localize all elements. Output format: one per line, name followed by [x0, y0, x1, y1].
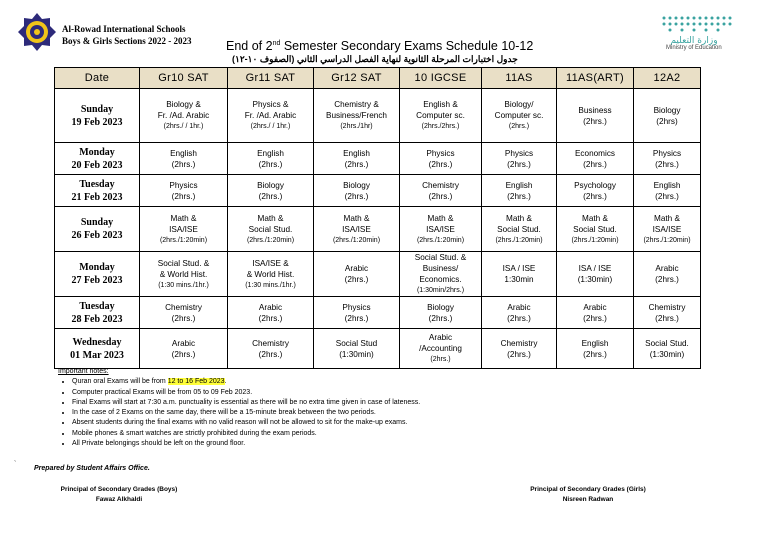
exam-cell — [634, 175, 701, 207]
subject-detail: (2hrs.) — [507, 159, 531, 169]
subject: English — [581, 338, 609, 348]
date-cell — [55, 297, 140, 329]
column-header: 10 IGCSE — [400, 68, 482, 89]
subject-detail: (2hrs.) — [258, 349, 283, 359]
subject-detail: (1:30min) — [649, 349, 685, 359]
subject: Math & — [427, 213, 454, 223]
subject-detail: Business/ Economics. — [419, 264, 462, 284]
highlighted-dates: 12 to 16 Feb 2023 — [167, 378, 225, 386]
table-row — [55, 252, 701, 297]
signature-boys — [54, 485, 184, 504]
subject-detail: (2hrs.) — [171, 159, 196, 169]
ministry-name: Ministry of Education — [666, 45, 722, 51]
exam-cell — [634, 89, 701, 143]
note-item: • In the case of 2 Exams on the same day, there will be a 15-minute break between the two periods. — [72, 408, 420, 418]
subject-detail: (2hrs.) — [344, 159, 369, 169]
exam-date: 28 Feb 2023 — [71, 313, 123, 325]
subject-detail: 1:30min — [504, 275, 534, 284]
exam-date: 01 Mar 2023 — [70, 349, 124, 361]
subject-detail: & World Hist. — [246, 269, 295, 279]
subject-detail: /Accounting — [419, 344, 462, 353]
subject-detail: (2hrs.) — [583, 159, 607, 169]
subject-detail: (2hrs.) — [258, 191, 283, 201]
subject: Social Stud. — [645, 338, 689, 348]
exam-cell — [400, 329, 482, 369]
subject-detail: Fr. /Ad. Arabic — [244, 111, 297, 120]
subject-detail: (2hrs.) — [507, 191, 531, 201]
exam-cell — [400, 297, 482, 329]
subject: Chemistry & — [334, 100, 379, 109]
subject: Physics — [504, 148, 534, 158]
date-cell — [55, 89, 140, 143]
subject: Arabic — [583, 302, 607, 312]
exam-day: Tuesday — [79, 300, 115, 312]
date-cell — [55, 143, 140, 175]
subject: Math & — [170, 213, 197, 223]
notes-heading: Important notes: — [58, 368, 109, 375]
column-header: Gr11 SAT — [228, 68, 314, 89]
subject: Math & — [654, 213, 680, 223]
subject-detail: (2hrs.) — [583, 349, 607, 359]
exam-schedule-table — [54, 67, 701, 369]
exam-cell — [228, 175, 314, 207]
subject-detail: Social Stud. — [497, 224, 541, 234]
subject: Social Stud. & — [414, 253, 467, 262]
signature-girls — [520, 485, 656, 504]
subject: Chemistry — [252, 338, 289, 348]
important-notes — [58, 367, 420, 449]
exam-date: 27 Feb 2023 — [71, 275, 123, 286]
stray-mark: ` — [14, 461, 17, 468]
exam-cell — [482, 297, 557, 329]
subject: English — [653, 180, 681, 190]
exam-cell — [314, 297, 400, 329]
date-cell — [55, 329, 140, 369]
exam-cell — [228, 252, 314, 297]
column-header: 12A2 — [634, 68, 701, 89]
table-row — [55, 297, 701, 329]
note-item: • Final Exams will start at 7:30 a.m. punctuality is essential as there will be no extra time given in case of lateness. — [72, 398, 420, 408]
subject: Physics — [342, 302, 371, 312]
duration: (2hrs./1:20min) — [643, 236, 691, 244]
date-cell — [55, 252, 140, 297]
subject-detail: (2hrs.) — [583, 191, 607, 201]
duration: (1:30min/2hrs.) — [416, 287, 465, 294]
subject: Arabic — [655, 264, 679, 273]
exam-cell — [140, 329, 228, 369]
subject-detail: (1:30min) — [577, 275, 613, 284]
subject: ISA / ISE — [502, 264, 536, 273]
subject-detail: Fr. /Ad. Arabic — [157, 111, 210, 120]
subject-detail: (2hrs.) — [655, 159, 679, 169]
subject: Physics & — [252, 100, 289, 109]
subject: Chemistry — [165, 302, 202, 312]
subject-detail: (2hrs.) — [258, 313, 283, 323]
exam-date: 26 Feb 2023 — [71, 230, 123, 241]
exam-cell — [482, 89, 557, 143]
duration: (2hrs.) — [430, 356, 451, 363]
exam-cell — [314, 143, 400, 175]
subject: ISA / ISE — [578, 264, 612, 273]
school-section: Boys & Girls Sections 2022 - 2023 — [62, 36, 192, 46]
column-header: Gr10 SAT — [140, 68, 228, 89]
subject: Chemistry — [422, 180, 459, 190]
exam-cell — [557, 89, 634, 143]
exam-cell — [557, 252, 634, 297]
subject: English & — [423, 100, 458, 109]
subject: Biology — [257, 180, 284, 190]
exam-cell — [634, 329, 701, 369]
subject: Physics — [652, 148, 682, 158]
subject: English — [505, 180, 533, 190]
subject: Math & — [506, 213, 532, 223]
exam-date: 20 Feb 2023 — [71, 159, 123, 171]
table-header-row — [55, 68, 701, 89]
subject-detail: (2hrs.) — [428, 313, 453, 323]
exam-cell — [557, 207, 634, 252]
subject-detail: (2hrs.) — [583, 116, 607, 126]
duration: (2hrs./2hrs.) — [421, 123, 460, 130]
duration: (1:30 mins./1hr.) — [158, 281, 209, 289]
exam-cell — [400, 143, 482, 175]
exam-day: Monday — [79, 262, 115, 273]
note-item: • Computer practical Exams will be from 05 to 09 Feb 2023. — [72, 388, 420, 398]
exam-day: Monday — [79, 146, 115, 158]
exam-cell — [314, 175, 400, 207]
subject: ISA/ISE & — [252, 258, 289, 268]
subject: Chemistry — [500, 338, 538, 348]
principal-girls-name: Nisreen Radwan — [562, 495, 614, 503]
principal-boys-name: Fawaz Alkhaldi — [95, 495, 143, 503]
exam-cell — [557, 143, 634, 175]
exam-cell — [634, 252, 701, 297]
duration: (2hrs./ / 1hr.) — [163, 123, 204, 130]
subject-detail: (2hrs.) — [428, 159, 453, 169]
subject: Chemistry — [648, 302, 686, 312]
table-row — [55, 89, 701, 143]
subject: Arabic — [507, 302, 531, 312]
subject-detail: ISA/ISE — [342, 224, 371, 234]
exam-cell — [140, 175, 228, 207]
subject-detail: (2hrs.) — [583, 313, 607, 323]
subject: Physics — [169, 180, 198, 190]
exam-day: Wednesday — [72, 336, 122, 348]
duration: (2hrs./1:20min) — [246, 236, 295, 244]
exam-cell — [482, 207, 557, 252]
column-header: Date — [55, 68, 140, 89]
note-item: • Mobile phones & smart watches are strictly prohibited during the exam periods. — [72, 429, 420, 439]
subject-detail: Computer sc. — [494, 111, 544, 120]
prepared-by: Prepared by Student Affairs Office. — [34, 465, 150, 472]
exam-day: Tuesday — [79, 178, 115, 190]
subject: English — [257, 148, 284, 158]
column-header: 11AS — [482, 68, 557, 89]
exam-cell — [228, 207, 314, 252]
subject-detail: (2hrs.) — [171, 313, 196, 323]
subject: Biology — [343, 180, 370, 190]
subject-detail: (2hrs.) — [171, 349, 196, 359]
subject-detail: Business/French — [326, 111, 387, 120]
subject-detail: ISA/ISE — [426, 224, 455, 234]
exam-date: 19 Feb 2023 — [71, 116, 123, 128]
table-row — [55, 175, 701, 207]
subject: Biology — [653, 105, 681, 115]
subject-detail: ISA/ISE — [169, 224, 198, 234]
exam-cell — [228, 89, 314, 143]
subject-detail: (2hrs.) — [507, 313, 531, 323]
notes-list — [58, 377, 420, 449]
duration: (2hrs.) — [508, 123, 530, 130]
exam-cell — [557, 329, 634, 369]
school-name: Al-Rowad International Schools — [62, 24, 186, 34]
subject: Biology/ — [504, 100, 534, 109]
duration: (2hrs./1:20min) — [495, 236, 543, 244]
subject-detail: ISA/ISE — [652, 224, 682, 234]
subject-detail: (2hrs.) — [655, 275, 679, 284]
note-item: • Quran oral Exams will be from 12 to 16 Feb 2023. — [72, 377, 420, 387]
exam-cell — [314, 329, 400, 369]
table-row — [55, 329, 701, 369]
table-row — [55, 143, 701, 175]
exam-cell — [140, 297, 228, 329]
exam-cell — [228, 297, 314, 329]
exam-date: 21 Feb 2023 — [71, 191, 123, 203]
subject: Math & — [343, 213, 370, 223]
subject-detail: (2hrs.) — [507, 349, 531, 359]
subject-detail: (2hrs.) — [428, 191, 453, 201]
subject: Math & — [582, 213, 608, 223]
duration: (1:30 mins./1hr.) — [245, 281, 296, 289]
subject-detail: (2hrs) — [656, 116, 678, 126]
note-item: • Absent students during the final exams with no valid reason will not be allowed to sit for the make-up exams. — [72, 418, 420, 428]
subject: Arabic — [344, 264, 369, 273]
subject-detail: (2hrs.) — [344, 191, 369, 201]
subject: Arabic — [428, 333, 453, 342]
subject-detail: (2hrs.) — [344, 275, 369, 284]
subject: Business — [578, 105, 612, 115]
subject-detail: Social Stud. — [248, 224, 293, 234]
exam-cell — [140, 89, 228, 143]
exam-cell — [314, 207, 400, 252]
exam-cell — [228, 143, 314, 175]
duration: (2hrs./ / 1hr.) — [250, 123, 291, 130]
ministry-name-arabic: وزارة التعليم — [670, 36, 718, 46]
subject: Arabic — [171, 338, 196, 348]
exam-cell — [400, 252, 482, 297]
subject-detail: (2hrs.) — [171, 191, 196, 201]
exam-cell — [482, 175, 557, 207]
table-row — [55, 207, 701, 252]
exam-cell — [482, 252, 557, 297]
subject-detail: (2hrs.) — [655, 191, 679, 201]
subject-detail: & World Hist. — [159, 269, 208, 279]
subject: Math & — [257, 213, 284, 223]
subject: Economics — [574, 148, 616, 158]
date-cell — [55, 207, 140, 252]
exam-cell — [140, 143, 228, 175]
page-title: End of 2nd Semester Secondary Exams Schedule 10-12 — [226, 39, 534, 53]
column-header: 11AS(ART) — [557, 68, 634, 89]
date-cell — [55, 175, 140, 207]
exam-cell — [314, 252, 400, 297]
exam-cell — [140, 252, 228, 297]
subject: Physics — [426, 148, 455, 158]
subject-detail: Computer sc. — [416, 111, 465, 120]
exam-cell — [400, 175, 482, 207]
duration: (2hrs./1:20min) — [416, 236, 465, 244]
subject: English — [343, 148, 370, 158]
subject: Social Stud — [335, 338, 378, 348]
school-logo — [17, 12, 57, 52]
duration: (2hrs./1hr) — [340, 123, 373, 130]
exam-cell — [634, 207, 701, 252]
exam-day: Sunday — [80, 217, 114, 228]
subject-detail: (2hrs.) — [344, 313, 369, 323]
subject-detail: (1:30min) — [339, 349, 374, 359]
exam-cell — [400, 89, 482, 143]
exam-cell — [314, 89, 400, 143]
duration: (2hrs./1:20min) — [159, 236, 208, 244]
subject-detail: (2hrs.) — [258, 159, 283, 169]
subject-detail: (2hrs.) — [655, 313, 679, 323]
school-header — [62, 23, 192, 47]
duration: (2hrs./1:20min) — [332, 236, 381, 244]
duration: (2hrs./1:20min) — [571, 236, 619, 244]
subject: Social Stud. & — [157, 258, 210, 268]
subject: Biology — [427, 302, 454, 312]
exam-cell — [557, 297, 634, 329]
principal-boys-title: Principal of Secondary Grades (Boys) — [60, 486, 178, 493]
exam-cell — [482, 143, 557, 175]
exam-cell — [140, 207, 228, 252]
subject-detail: Social Stud. — [573, 224, 617, 234]
page-subtitle-arabic: جدول اختبارات المرحلة الثانوية لنهاية الفصل الدراسي الثاني (الصفوف ١٠-١٢) — [232, 54, 518, 64]
subject: Arabic — [258, 302, 283, 312]
principal-girls-title: Principal of Secondary Grades (Girls) — [530, 486, 646, 493]
exam-cell — [400, 207, 482, 252]
exam-cell — [557, 175, 634, 207]
exam-cell — [634, 143, 701, 175]
exam-cell — [634, 297, 701, 329]
column-header: Gr12 SAT — [314, 68, 400, 89]
exam-cell — [482, 329, 557, 369]
subject: Psychology — [574, 180, 616, 190]
exam-day: Sunday — [80, 103, 114, 115]
exam-cell — [228, 329, 314, 369]
note-item: • All Private belongings should be left on the ground floor. — [72, 439, 420, 449]
subject: English — [170, 148, 197, 158]
subject: Biology & — [166, 100, 201, 109]
